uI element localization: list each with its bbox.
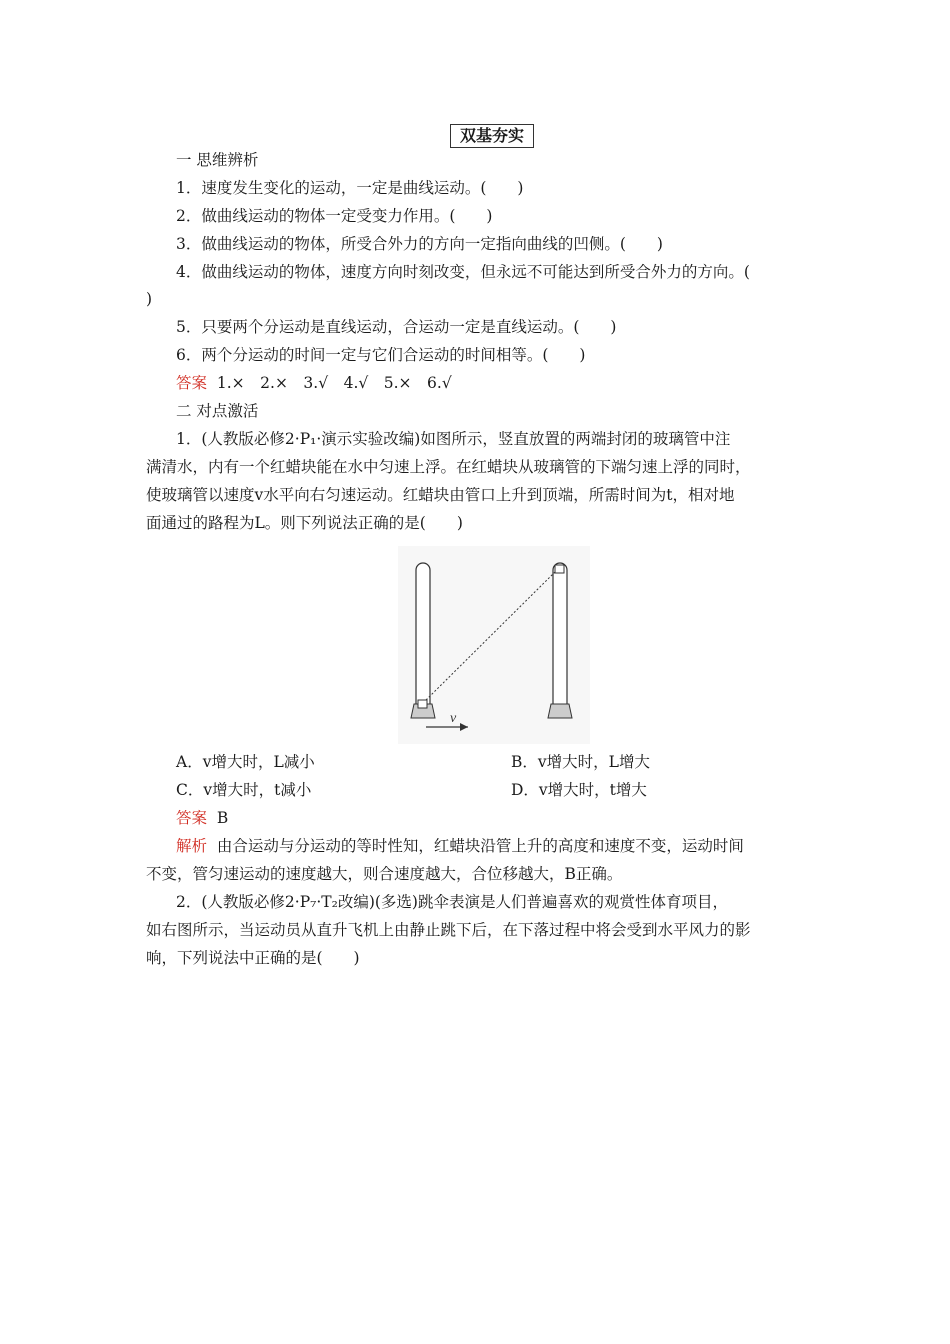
red-wax-block-end (555, 565, 564, 573)
part1-item-4: 4．做曲线运动的物体，速度方向时刻改变，但永远不可能达到所受合外力的方向。( (176, 263, 750, 281)
right-tube-base (548, 704, 572, 718)
velocity-label: v (450, 711, 457, 726)
velocity-arrow-head (460, 723, 468, 731)
q1-answer (176, 808, 228, 828)
part1-item-4-cont: ) (146, 290, 153, 308)
part1-item-3: 3．做曲线运动的物体，所受合外力的方向一定指向曲线的凹侧。( ) (176, 235, 663, 253)
analysis-text-1: 由合运动与分运动的等时性知，红蜡块沿管上升的高度和速度不变，运动时间 (216, 837, 744, 855)
option-a: A．v增大时，L减小 (176, 753, 315, 771)
q2-line-2: 如右图所示，当运动员从直升飞机上由静止跳下后，在下落过程中将会受到水平风力的影 (146, 921, 751, 939)
q2-line-3: 响，下列说法中正确的是( ) (146, 949, 360, 967)
section-title: 双基夯实 (450, 124, 534, 148)
q1-line-1: 1．(人教版必修2·P₁·演示实验改编)如图所示，竖直放置的两端封闭的玻璃管中注 (176, 430, 731, 448)
part1-item-2: 2．做曲线运动的物体一定受变力作用。( ) (176, 207, 493, 225)
option-c: C．v增大时，t减小 (176, 781, 312, 799)
part1-item-6: 6．两个分运动的时间一定与它们合运动的时间相等。( ) (176, 346, 586, 364)
part1-item-5: 5．只要两个分运动是直线运动，合运动一定是直线运动。( ) (176, 318, 617, 336)
option-d: D．v增大时，t增大 (511, 781, 647, 799)
answer-label: 答案 (176, 374, 208, 392)
left-tube (416, 563, 430, 704)
q1-analysis-line-2: 不变，管匀速运动的速度越大，则合速度越大，合位移越大，B正确。 (146, 865, 623, 883)
right-tube (553, 563, 567, 704)
q1-line-3: 使玻璃管以速度v水平向右匀速运动。红蜡块由管口上升到顶端，所需时间为t，相对地 (146, 486, 735, 504)
part1-heading: 一 思维辨析 (176, 151, 259, 169)
q1-analysis-line-1 (176, 836, 744, 856)
q1-line-4: 面通过的路程为L。则下列说法正确的是( ) (146, 514, 463, 532)
red-wax-block-start (418, 700, 427, 708)
part2-heading: 二 对点激活 (176, 402, 259, 420)
glass-tube-figure (398, 546, 590, 744)
part1-item-1: 1．速度发生变化的运动，一定是曲线运动。( ) (176, 179, 524, 197)
q1-answer-label: 答案 (176, 809, 208, 827)
q1-answer-text: B (216, 809, 229, 827)
q1-line-2: 满清水，内有一个红蜡块能在水中匀速上浮。在红蜡块从玻璃管的下端匀速上浮的同时， (146, 458, 751, 476)
glass-tube-diagram (398, 546, 590, 744)
analysis-label: 解析 (176, 837, 208, 855)
q2-line-1: 2．(人教版必修2·P₇·T₂改编)(多选)跳伞表演是人们普遍喜欢的观赏性体育项目， (176, 893, 728, 911)
answer-text: 1.× 2.× 3.√ 4.√ 5.× 6.√ (216, 374, 452, 392)
option-b: B．v增大时，L增大 (511, 753, 650, 771)
part1-answer (176, 373, 452, 393)
displacement-path (426, 572, 555, 700)
